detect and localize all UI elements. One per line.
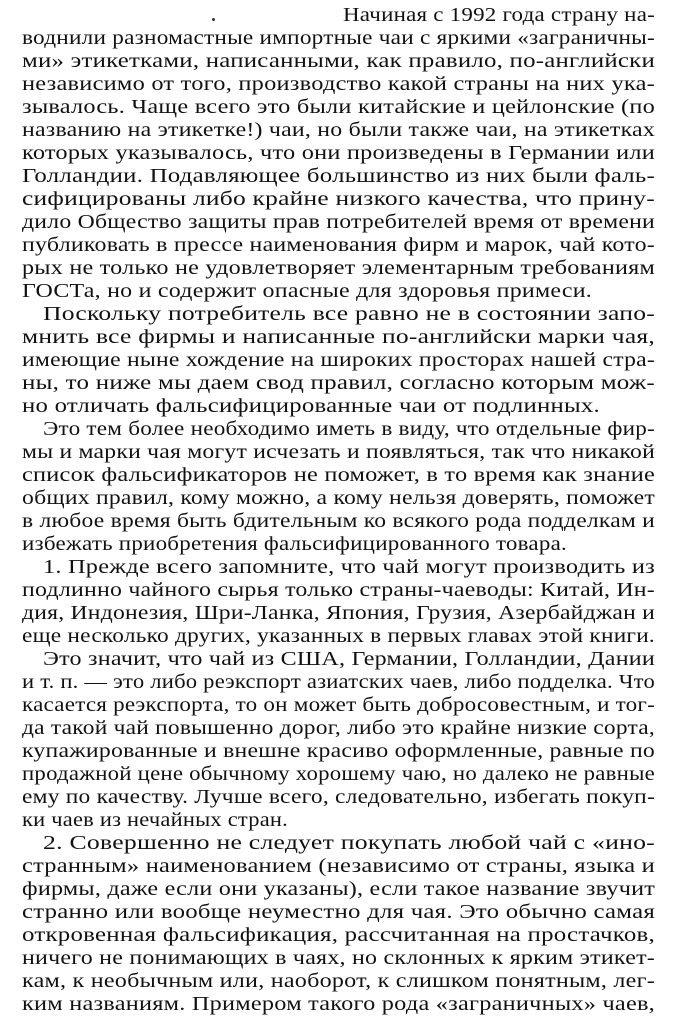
text-line: ки чаев из нечайных стран. (22, 809, 288, 831)
text-line: дия, Индонезия, Шри-Ланка, Япония, Грузия, Азербайджан и (22, 602, 655, 624)
text-line: рых не только не удовлетворяет элементарным требованиям (22, 257, 655, 279)
text-line: странным» наименованием (независимо от страны, языка и (22, 855, 655, 877)
text-line: Поскольку потребитель все равно не в состоянии запо- (43, 303, 655, 325)
text-line: странно или вообще неуместно для чая. Это обычно самая (22, 901, 655, 923)
text-line: сифицированы либо крайне низкого качества, что прину- (22, 188, 655, 210)
text-line: ничего не понимающих в чаях, но склонных к ярким этикет- (22, 947, 655, 969)
text-line: но отличать фальсифицированные чаи от подлинных. (22, 395, 600, 417)
text-line: 2. Совершенно не следует покупать любой чай с «ино- (43, 832, 655, 854)
text-line: независимо от того, производство какой страны на них ука- (22, 73, 655, 95)
text-line: дило Общество защиты прав потребителей время от времени (22, 211, 655, 233)
text-line: воднили разномастные импортные чаи с яркими «заграничны- (22, 27, 655, 49)
text-line: зывалось. Чаще всего это были китайские и цейлонские (по (22, 96, 655, 118)
text-line: Это значит, что чай из США, Германии, Голландии, Дании (43, 648, 655, 670)
text-line: откровенная фальсификация, рассчитанная на простачков, (22, 924, 655, 946)
text-line: ему по качеству. Лучше всего, следовательно, избегать покуп- (22, 786, 655, 808)
text-line: касается реэкспорта, то он может быть добросовестным, и тог- (22, 694, 655, 716)
text-line: еще несколько других, указанных в первых главах этой книги. (22, 625, 655, 647)
text-line: купажированные и внешне красиво оформленные, равные по (22, 740, 655, 762)
text-line: в любое время быть бдительным ко всякого рода подделкам и (22, 510, 655, 532)
text-line: Голландии. Подавляющее большинство из них были фаль- (22, 165, 655, 187)
text-line: мы и марки чая могут исчезать и появляться, так что никакой (22, 441, 655, 463)
text-line: список фальсификаторов не поможет, в то время как знание (22, 464, 655, 486)
text-line: Начиная с 1992 года страну на- (343, 4, 655, 26)
text-line: мнить все фирмы и написанные по-английски марки чая, (22, 326, 655, 348)
text-line: подлинно чайного сырья только страны-чаеводы: Китай, Ин- (22, 579, 655, 601)
text-line: ми» этикетками, написанными, как правило, по-английски (22, 50, 655, 72)
text-line: продажной цене обычному хорошему чаю, но далеко не равные (22, 763, 655, 785)
text-line: и т. п. — это либо реэкспорт азиатских чаев, либо подделка. Что (22, 671, 655, 693)
text-line: фирмы, даже если они указаны), если такое название звучит (22, 878, 655, 900)
text-line: ким названиям. Примером такого рода «заграничных» чаев, (22, 993, 655, 1015)
text-line: названию на этикетке!) чаи, но были также чаи, на этикетках (22, 119, 655, 141)
text-line: ны, то ниже мы даем свод правил, согласно которым мож- (22, 372, 655, 394)
text-line: Это тем более необходимо иметь в виду, что отдельные фир- (43, 418, 655, 440)
text-line: общих правил, кому можно, а кому нельзя доверять, поможет (22, 487, 655, 509)
text-line: 1. Прежде всего запомните, что чай могут производить из (43, 556, 655, 578)
text-line: ГОСТа, но и содержит опасные для здоровья примеси. (22, 280, 592, 302)
text-line: кам, к необычным или, наоборот, к слишком понятным, лег- (22, 970, 655, 992)
text-line: имеющие ныне хождение на широких просторах нашей стра- (22, 349, 655, 371)
text-line: избежать приобретения фальсифицированного товара. (22, 533, 567, 555)
text-line: публиковать в прессе наименования фирм и марок, чай кото- (22, 234, 655, 256)
text-line: да такой чай повышенно дорог, либо это крайне низкие сорта, (22, 717, 655, 739)
text-line: которых указывалось, что они произведены в Германии или (22, 142, 655, 164)
